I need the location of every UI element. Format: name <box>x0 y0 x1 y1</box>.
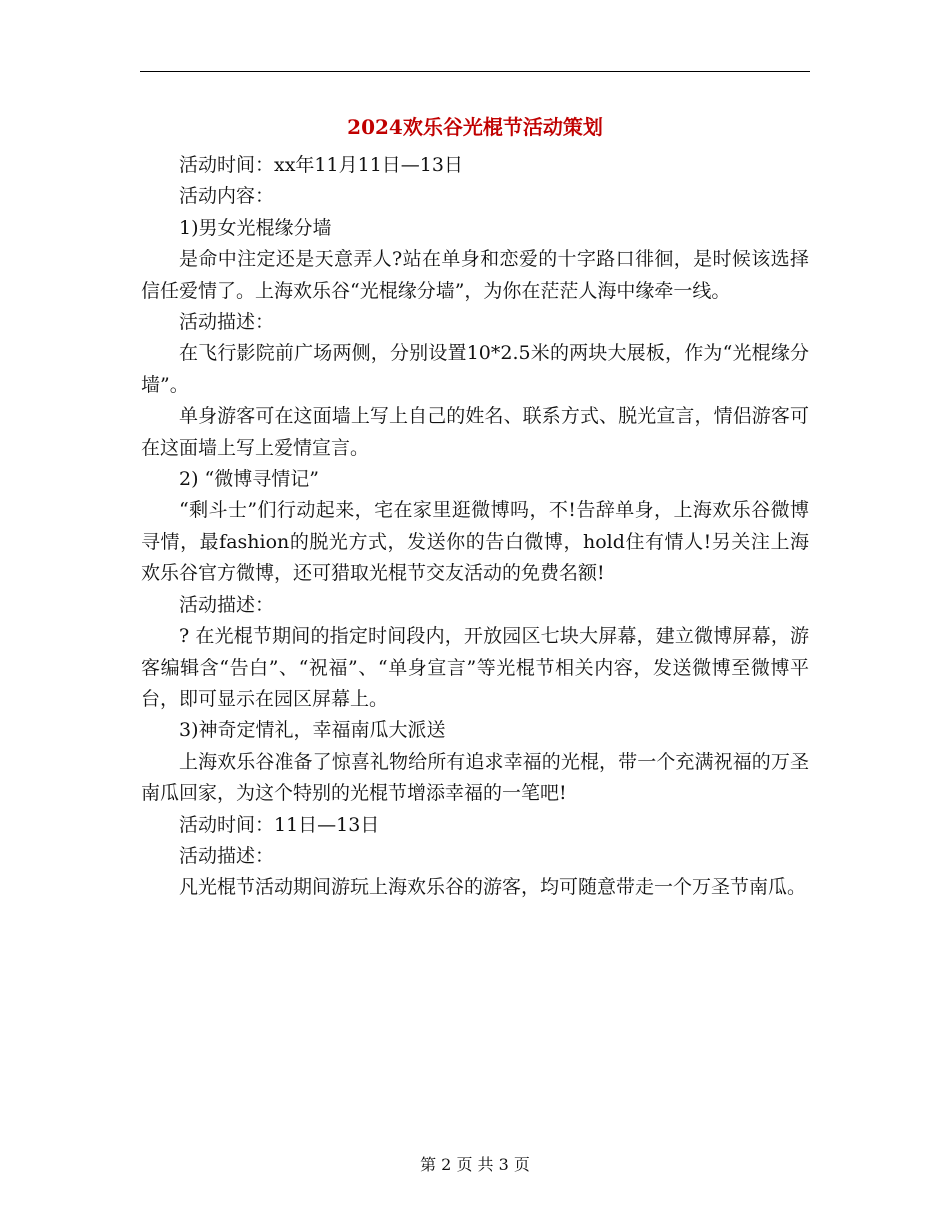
paragraph-section-2-desc-heading: 活动描述： <box>179 593 275 616</box>
paragraph-section-3-heading: 3)神奇定情礼，幸福南瓜大派送 <box>179 719 446 742</box>
paragraph-section-1-desc-1: 在飞行影院前广场两侧，分别设置10*2.5米的两块大展板，作为“光棍缘分墙”。 <box>141 342 809 396</box>
paragraph-section-2-intro: “剩斗士”们行动起来，宅在家里逛微博吗，不!告辞单身，上海欢乐谷微博寻情，最fashion的脱光方式，发送你的告白微博，hold住有情人!另关注上海欢乐谷官方微博，还可猎取光棍节交友活动的免费名额! <box>141 499 809 585</box>
document-title: 2024欢乐谷光棍节活动策划 <box>347 115 603 139</box>
document-body <box>141 150 809 904</box>
paragraph-section-3-time: 活动时间：11日—13日 <box>179 813 380 836</box>
paragraph-event-content-heading: 活动内容： <box>179 185 275 208</box>
paragraph-section-1-heading: 1)男女光棍缘分墙 <box>179 216 332 239</box>
paragraph-section-3-desc-heading: 活动描述： <box>179 844 275 867</box>
paragraph-section-3-intro: 上海欢乐谷准备了惊喜礼物给所有追求幸福的光棍，带一个充满祝福的万圣南瓜回家，为这个特别的光棍节增添幸福的一笔吧! <box>141 750 809 805</box>
paragraph-section-1-intro: 是命中注定还是天意弄人?站在单身和恋爱的十字路口徘徊，是时候该选择信任爱情了。上海欢乐谷“光棍缘分墙”，为你在茫茫人海中缘牵一线。 <box>141 248 809 302</box>
paragraph-event-time: 活动时间：xx年11月11日—13日 <box>179 154 463 176</box>
paragraph-section-1-desc-heading: 活动描述： <box>179 311 275 334</box>
paragraph-section-1-desc-2: 单身游客可在这面墙上写上自己的姓名、联系方式、脱光宣言，情侣游客可在这面墙上写上爱情宣言。 <box>141 405 809 459</box>
paragraph-section-2-heading: 2) “微博寻情记” <box>179 468 319 491</box>
paragraph-section-3-desc: 凡光棍节活动期间游玩上海欢乐谷的游客，均可随意带走一个万圣节南瓜。 <box>179 876 807 899</box>
header-rule <box>140 71 810 72</box>
page-number-footer: 第 2 页 共 3 页 <box>420 1155 530 1174</box>
paragraph-section-2-desc: ? 在光棍节期间的指定时间段内，开放园区七块大屏幕，建立微博屏幕，游客编辑含“告白”、“祝福”、“单身宣言”等光棍节相关内容，发送微博至微博平台，即可显示在园区屏幕上。 <box>141 625 809 710</box>
